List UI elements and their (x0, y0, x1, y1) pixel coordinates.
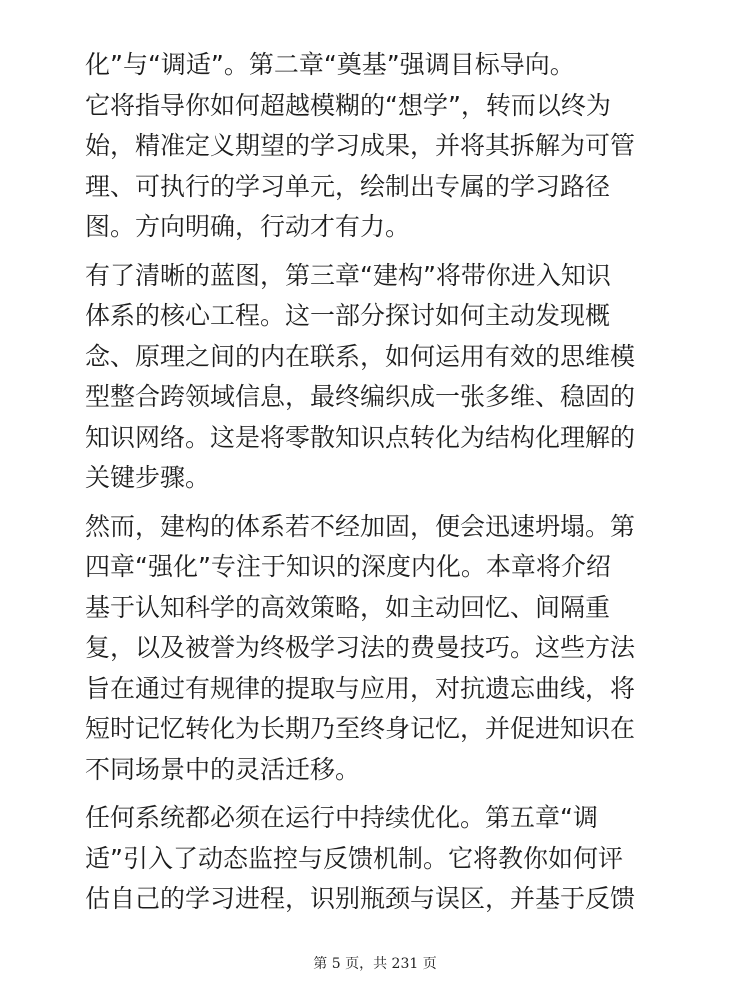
text-line: 任何系统都必须在运行中持续优化。第五章“调 (85, 803, 598, 832)
text-line: 图。方向明确，行动才有力。 (85, 212, 411, 241)
text-line: 适”引入了动态监控与反馈机制。它将教你如何评 (85, 843, 623, 873)
paragraph-gap (85, 499, 675, 507)
text-line: 估自己的学习进程，识别瓶颈与误区，并基于反馈 (85, 884, 636, 913)
paragraph (85, 507, 675, 791)
text-line: 它将指导你如何超越模糊的“想学”，转而以终为 (85, 90, 611, 120)
body-text (85, 45, 675, 920)
paragraph-gap (85, 248, 675, 256)
text-line: 体系的核心工程。这一部分探讨如何主动发现概 (85, 301, 611, 330)
text-line: 化”与“调适”。第二章“奠基”强调目标导向。 (85, 50, 575, 79)
text-line: 型整合跨领域信息，最终编织成一张多维、稳固的 (85, 382, 636, 411)
paragraph (85, 45, 675, 248)
paragraph (85, 256, 675, 499)
page-number-footer: 第 5 页，共 231 页 (313, 956, 437, 972)
text-line: 短时记忆转化为长期乃至终身记忆，并促进知识在 (85, 714, 636, 743)
text-line: 念、原理之间的内在联系，如何运用有效的思维模 (85, 341, 636, 371)
text-line: 不同场景中的灵活迁移。 (85, 754, 361, 784)
text-line: 旨在通过有规律的提取与应用，对抗遗忘曲线，将 (85, 673, 636, 703)
text-line: 四章“强化”专注于知识的深度内化。本章将介绍 (85, 552, 611, 581)
text-line: 关键步骤。 (85, 463, 211, 492)
text-line: 理、可执行的学习单元，绘制出专属的学习路径 (85, 171, 611, 201)
text-line: 然而，建构的体系若不经加固，便会迅速坍塌。第 (85, 511, 636, 541)
paragraph-gap (85, 790, 675, 798)
text-line: 基于认知科学的高效策略，如主动回忆、间隔重 (85, 592, 611, 622)
text-line: 始，精准定义期望的学习成果，并将其拆解为可管 (85, 131, 636, 160)
text-line: 复，以及被誉为终极学习法的费曼技巧。这些方法 (85, 633, 636, 662)
text-line: 有了清晰的蓝图，第三章“建构”将带你进入知识 (85, 260, 611, 290)
text-line: 知识网络。这是将零散知识点转化为结构化理解的 (85, 422, 636, 452)
paragraph (85, 798, 675, 920)
